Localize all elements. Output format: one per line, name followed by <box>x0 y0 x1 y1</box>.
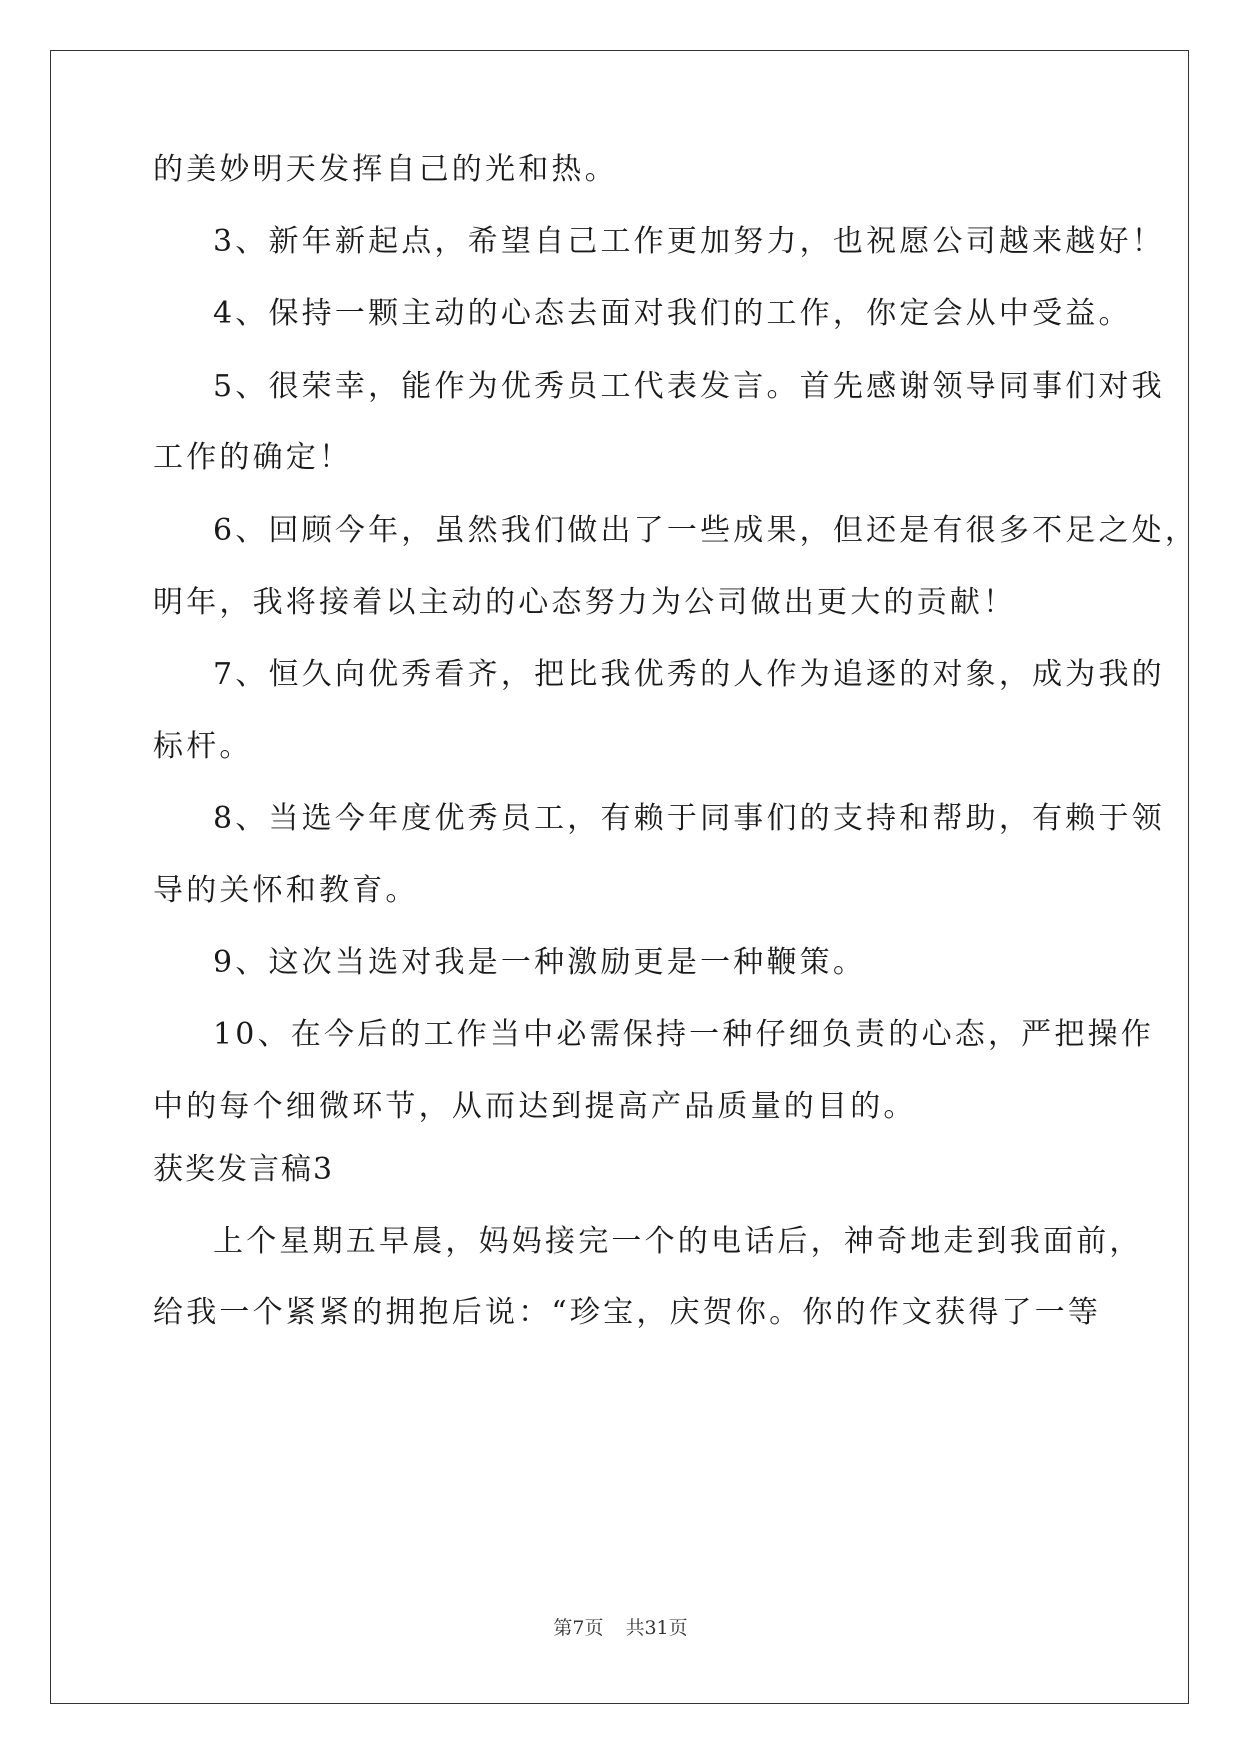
text-line: 中的每个细微环节，从而达到提高产品质量的目的。 <box>153 1089 917 1124</box>
page-total: 共31页 <box>625 1617 688 1639</box>
text-line: 上个星期五早晨，妈妈接完一个的电话后，神奇地走到我面前， <box>213 1224 1143 1259</box>
text-line: 10、在今后的工作当中必需保持一种仔细负责的心态，严把操作 <box>213 1017 1154 1052</box>
text-line: 给我一个紧紧的拥抱后说：“珍宝，庆贺你。你的作文获得了一等 <box>153 1295 1102 1330</box>
page-footer <box>0 1616 1241 1640</box>
text-line: 明年，我将接着以主动的心态努力为公司做出更大的贡献！ <box>153 585 1017 620</box>
text-line: 4、保持一颗主动的心态去面对我们的工作，你定会从中受益。 <box>213 296 1132 331</box>
text-line: 5、很荣幸，能作为优秀员工代表发言。首先感谢领导同事们对我 <box>213 369 1165 404</box>
text-line: 标杆。 <box>153 729 253 764</box>
text-line: 9、这次当选对我是一种激励更是一种鞭策。 <box>213 945 867 980</box>
text-line: 工作的确定！ <box>153 440 353 475</box>
text-line: 8、当选今年度优秀员工，有赖于同事们的支持和帮助，有赖于领 <box>213 801 1165 836</box>
page-number: 第7页 <box>553 1617 604 1639</box>
text-line: 7、恒久向优秀看齐，把比我优秀的人作为追逐的对象，成为我的 <box>213 657 1165 692</box>
text-line: 3、新年新起点，希望自己工作更加努力，也祝愿公司越来越好！ <box>213 224 1165 259</box>
text-line: 6、回顾今年，虽然我们做出了一些成果，但还是有很多不足之处， <box>213 513 1199 548</box>
section-heading: 获奖发言稿3 <box>153 1152 335 1187</box>
text-line: 导的关怀和教育。 <box>153 873 419 908</box>
text-line: 的美妙明天发挥自己的光和热。 <box>153 152 618 187</box>
